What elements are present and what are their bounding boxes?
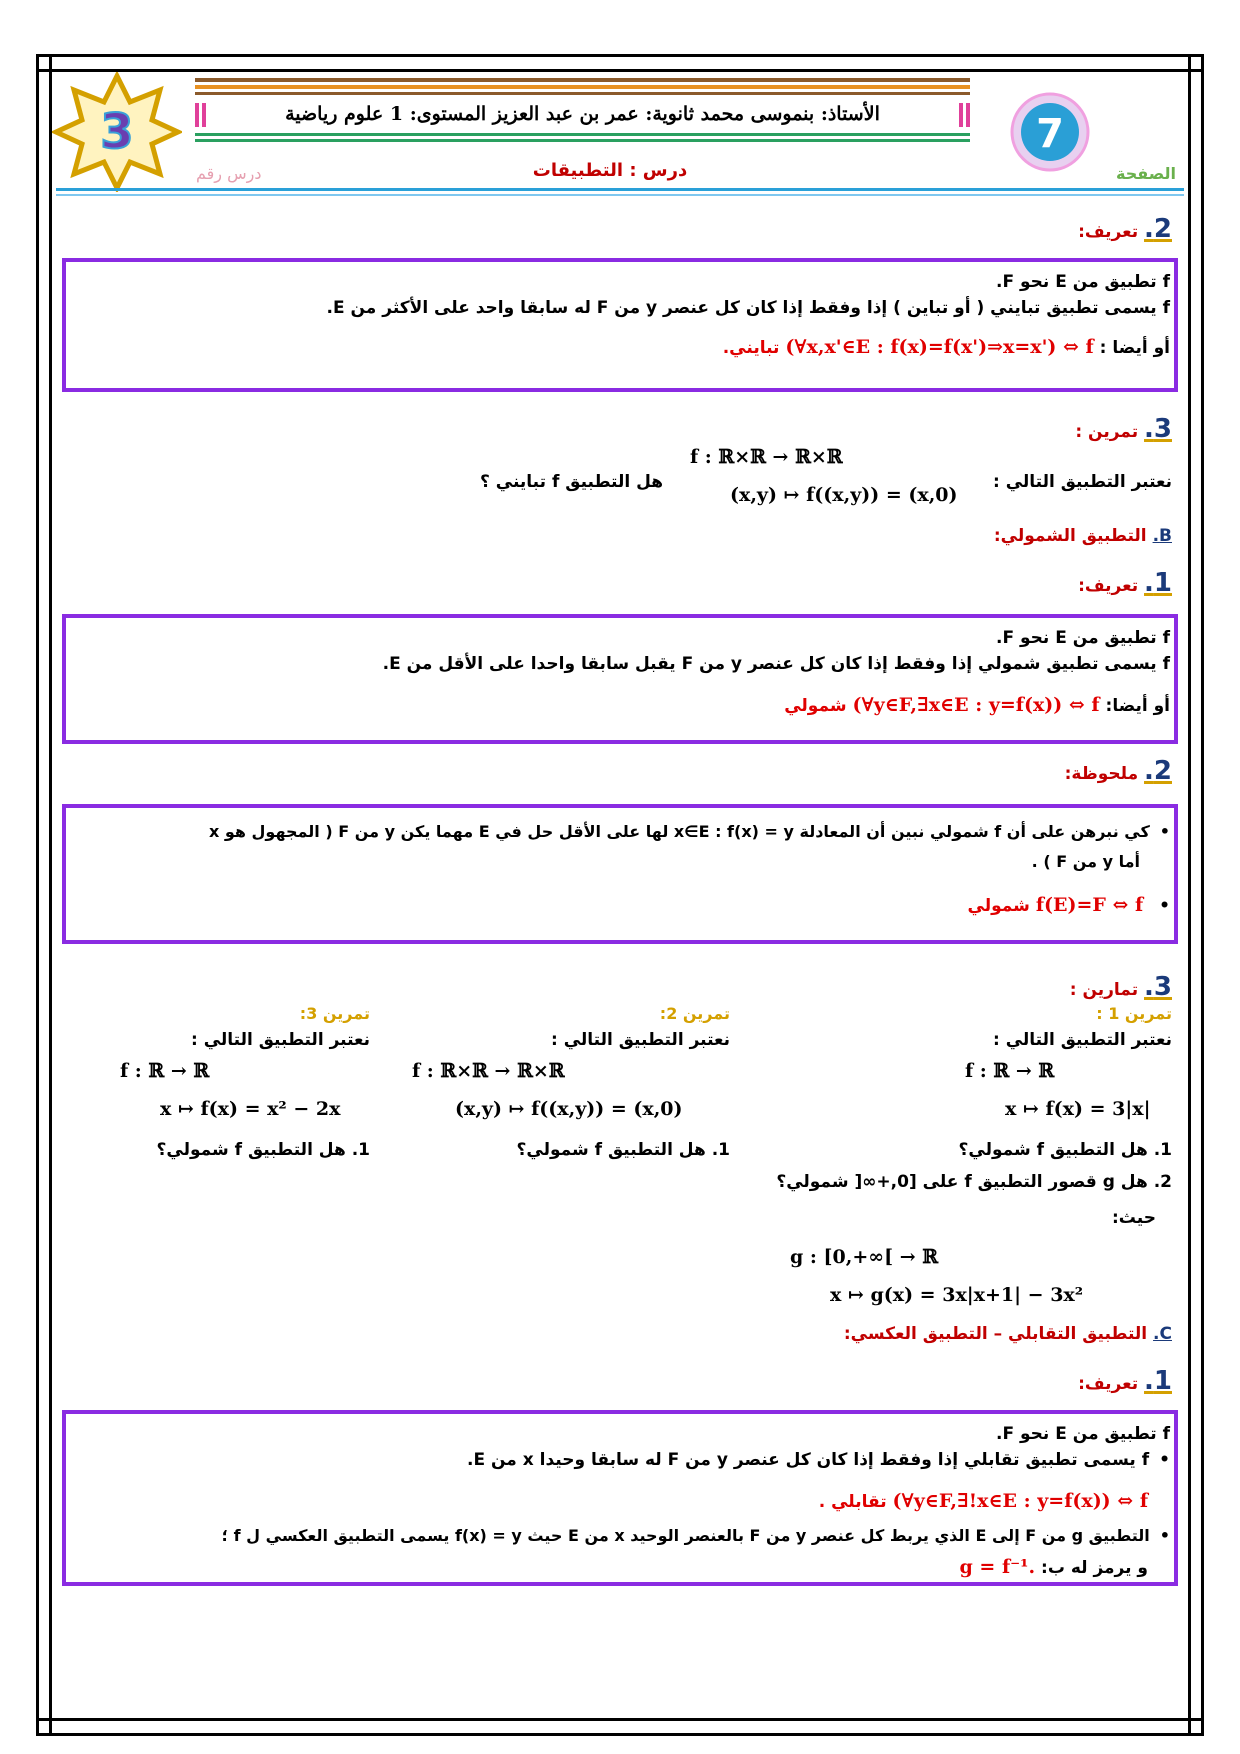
ex1-question-1: 1. هل التطبيق f شمولي؟ xyxy=(958,1140,1172,1160)
ex2-question-1: 1. هل التطبيق f شمولي؟ xyxy=(516,1140,730,1160)
header-stripe xyxy=(195,133,970,136)
lesson-title: التطبيقات xyxy=(532,160,624,181)
def-injective-line1: f تطبيق من E نحو F. xyxy=(996,272,1170,292)
section-heading: 2. تعريف: xyxy=(1078,214,1172,244)
circle-badge-icon xyxy=(1008,90,1092,174)
exercise-intro: نعتبر التطبيق التالي : xyxy=(992,472,1172,492)
def-surjective-line1: f تطبيق من E نحو F. xyxy=(996,628,1170,648)
ex2-title: تمرين 2: xyxy=(659,1004,730,1023)
ex3-map-line2: x ↦ f(x) = x² − 2x xyxy=(160,1098,341,1120)
header-stripe xyxy=(195,78,970,82)
section-heading: 3. تمرين : xyxy=(1075,414,1172,444)
exercise-map-line1: f : ℝ×ℝ → ℝ×ℝ xyxy=(690,446,843,468)
section-heading: 3. تمارين : xyxy=(1069,972,1172,1002)
note-bullet-2: • f(E)=F ⇔ f شمولي xyxy=(70,894,1170,916)
ex2-map-line1: f : ℝ×ℝ → ℝ×ℝ xyxy=(412,1060,565,1082)
ex3-question-1: 1. هل التطبيق f شمولي؟ xyxy=(156,1140,370,1160)
page-frame-bottom xyxy=(36,1718,1204,1736)
header-divider xyxy=(56,188,1184,191)
badge-right-number: 7 xyxy=(1036,111,1064,157)
section-heading: 1. تعريف: xyxy=(1078,568,1172,598)
page-label: الصفحة xyxy=(1115,164,1176,183)
def-bijective-bullet-1-math: (∀y∈F,∃!x∈E : y=f(x)) ⇔ f تقابلي . xyxy=(818,1490,1148,1512)
header-teacher-bar xyxy=(195,101,970,129)
page-frame-top xyxy=(36,54,1204,72)
ex1-title: تمرين 1 : xyxy=(1096,1004,1172,1023)
exercise-question: هل التطبيق f تبايني ؟ xyxy=(480,472,664,492)
page-frame-left xyxy=(36,54,52,1736)
teacher-line: الأستاذ: بنموسى محمد ثانوية: عمر بن عبد العزيز المستوى: 1 علوم رياضية xyxy=(285,103,880,125)
exercise-map-line2: (x,y) ↦ f((x,y)) = (x,0) xyxy=(730,484,958,506)
badge-left-number: 3 xyxy=(100,104,134,160)
star-badge-icon xyxy=(52,72,182,192)
lesson-number-label: درس رقم xyxy=(196,164,262,183)
note-bullet-1: • كي نبرهن على أن f شمولي نبين أن المعادلة x∈E : f(x) = y لها على الأقل حل في E مهما يكن y من F ( المجهول هو x xyxy=(70,822,1170,841)
lesson-title-line xyxy=(420,160,800,181)
ex2-map-line2: (x,y) ↦ f((x,y)) = (x,0) xyxy=(455,1098,683,1120)
def-injective-line3: أو أيضا : (∀x,x'∈E : f(x)=f(x')⇒x=x') ⇔ f تبايني. xyxy=(722,336,1170,358)
ex1-where: حيث: xyxy=(1112,1208,1156,1228)
ex3-map-line1: f : ℝ → ℝ xyxy=(120,1060,210,1082)
ex1-g-line2: x ↦ g(x) = 3x|x+1| − 3x² xyxy=(830,1284,1084,1306)
ex1-question-2: 2. هل g قصور التطبيق f على [0,+∞[ شمولي؟ xyxy=(776,1172,1172,1192)
ex1-g-line1: g : [0,+∞[ → ℝ xyxy=(790,1246,939,1268)
note-bullet-1-cont: أما y من F ) . xyxy=(1031,852,1140,871)
ex2-intro: نعتبر التطبيق التالي : xyxy=(550,1030,730,1050)
section-C-heading: C. التطبيق التقابلي – التطبيق العكسي: xyxy=(843,1324,1172,1344)
section-B-heading: B. التطبيق الشمولي: xyxy=(993,526,1172,546)
def-bijective-bullet-1: • f يسمى تطبيق تقابلي إذا وفقط إذا كان كل عنصر y من F له سابقا وحيدا x من E. xyxy=(70,1450,1170,1470)
header-stripe xyxy=(195,139,970,142)
lesson-label: درس : xyxy=(629,160,688,181)
header-stripe xyxy=(195,85,970,89)
page-frame-right xyxy=(1188,54,1204,1736)
def-bijective-line1: f تطبيق من E نحو F. xyxy=(996,1424,1170,1444)
header-stripe xyxy=(195,92,970,95)
section-heading: 2. ملحوظة: xyxy=(1064,756,1172,786)
def-bijective-bullet-2-cont: و يرمز له ب: g = f⁻¹. xyxy=(959,1556,1148,1578)
def-surjective-line2: f يسمى تطبيق شمولي إذا وفقط إذا كان كل عنصر y من F يقبل سابقا واحدا على الأقل من E. xyxy=(382,654,1170,674)
def-injective-line2: f يسمى تطبيق تبايني ( أو تباين ) إذا وفقط إذا كان كل عنصر y من F له سابقا واحد على الأكثر من E. xyxy=(326,298,1170,318)
def-surjective-line3: أو أيضا: (∀y∈F,∃x∈E : y=f(x)) ⇔ f شمولي xyxy=(784,694,1170,716)
header-divider xyxy=(56,194,1184,196)
section-heading: 1. تعريف: xyxy=(1078,1366,1172,1396)
def-bijective-bullet-2: • التطبيق g من F إلى E الذي يربط كل عنصر y من F بالعنصر الوحيد x من E حيث f(x) = y يسمى التطبيق العكسي ل f ؛ xyxy=(70,1526,1170,1545)
ex1-intro: نعتبر التطبيق التالي : xyxy=(992,1030,1172,1050)
ex3-title: تمرين 3: xyxy=(299,1004,370,1023)
ex1-map-line2: x ↦ f(x) = 3|x| xyxy=(1005,1098,1151,1120)
ex1-map-line1: f : ℝ → ℝ xyxy=(965,1060,1055,1082)
ex3-intro: نعتبر التطبيق التالي : xyxy=(190,1030,370,1050)
